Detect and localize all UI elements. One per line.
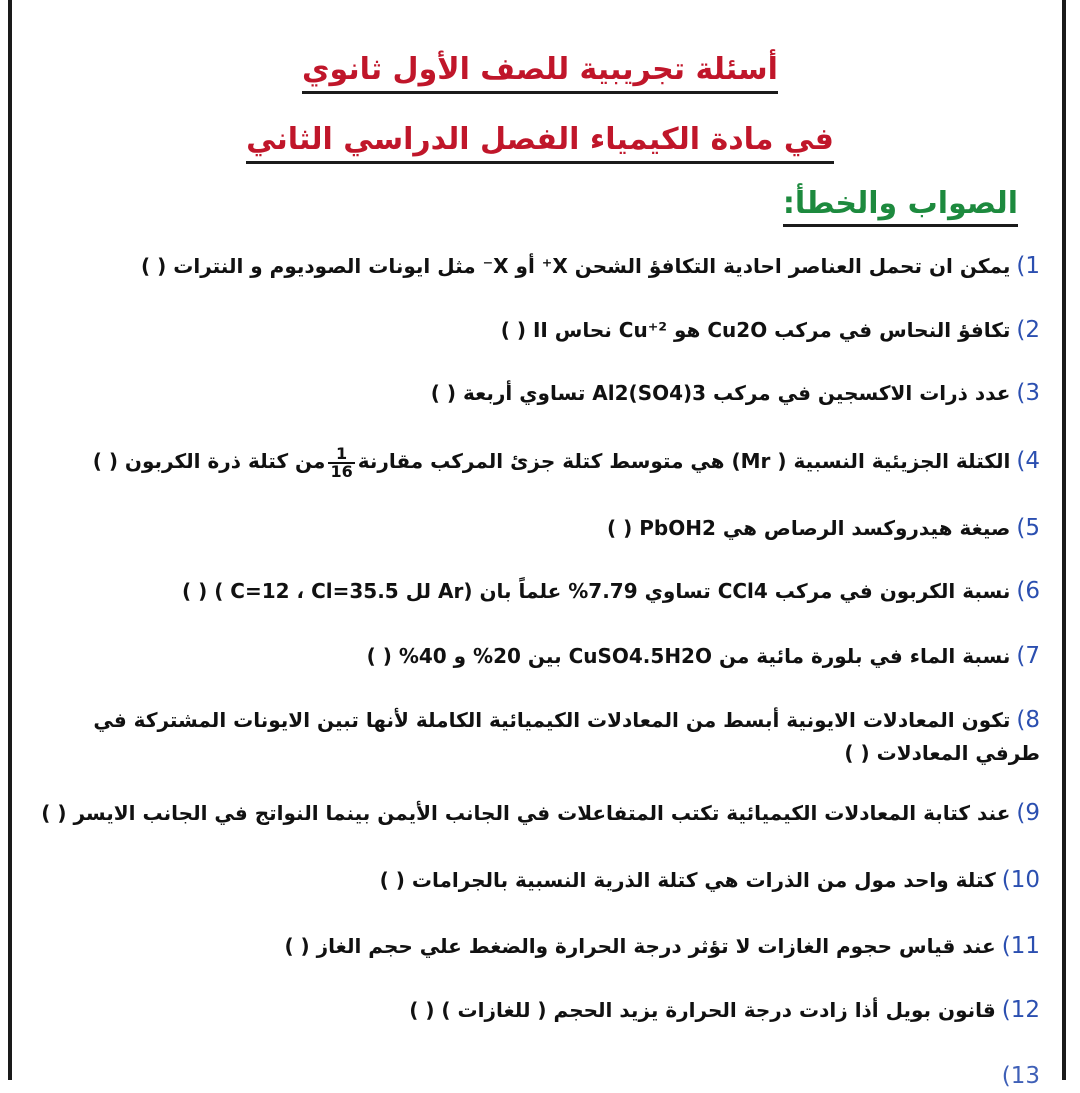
fraction	[328, 443, 354, 481]
section-heading-text: الصواب والخطأ:	[783, 186, 1018, 227]
question-number: 7)	[1016, 643, 1040, 669]
question-number: 6)	[1016, 578, 1040, 604]
question-text: عدد ذرات الاكسجين في مركب Al2(SO4)3 تساوي أربعة ( )	[430, 381, 1011, 405]
question-text: كتلة واحد مول من الذرات هي كتلة الذرية النسبية بالجرامات ( )	[379, 868, 996, 892]
question-item	[367, 640, 1040, 673]
document-subtitle-text: في مادة الكيمياء الفصل الدراسي الثاني	[246, 122, 834, 164]
question-number: 4)	[1016, 448, 1040, 474]
question-item	[30, 704, 1040, 770]
document-title-text: أسئلة تجريبية للصف الأول ثانوي	[302, 52, 778, 94]
question-text-before-fraction: الكتلة الجزيئية النسبية ( Mr) هي متوسط كتلة جزئ المركب مقارنة	[357, 449, 1011, 473]
question-text: عند كتابة المعادلات الكيميائية تكتب المتفاعلات في الجانب الأيمن بينما النواتج في الجانب الايسر ( )	[41, 801, 1011, 825]
question-text: نسبة الماء في بلورة مائية من CuSO4.5H2O بين 20% و 40% ( )	[366, 644, 1011, 668]
question-text: عند قياس حجوم الغازات لا تؤثر درجة الحرارة والضغط علي حجم الغاز ( )	[284, 934, 996, 958]
question-item	[141, 250, 1040, 283]
question-text-after-fraction: من كتلة ذرة الكربون ( )	[92, 449, 326, 473]
question-text: قانون بويل أذا زادت درجة الحرارة يزيد الحجم ( للغازات ) ( )	[409, 998, 996, 1022]
question-item	[93, 445, 1040, 480]
document-title	[0, 52, 1080, 87]
question-item	[501, 314, 1040, 347]
page-border-right	[1062, 0, 1066, 1080]
question-text: تكون المعادلات الايونية أبسط من المعادلات الكيميائية الكاملة لأنها تبين الايونات المشتركة في طرفي المعادلات ( )	[93, 708, 1040, 765]
question-number: 8)	[1016, 707, 1040, 733]
question-item	[182, 575, 1040, 608]
question-item	[380, 864, 1040, 897]
question-item	[41, 797, 1040, 830]
question-number: 10)	[1001, 867, 1040, 893]
question-number: 1)	[1016, 253, 1040, 279]
question-number: 3)	[1016, 380, 1040, 406]
question-item	[409, 994, 1040, 1027]
section-heading	[783, 186, 1018, 221]
question-item	[607, 512, 1040, 545]
question-text: صيغة هيدروكسد الرصاص هي PbOH2 ( )	[607, 516, 1011, 540]
question-number: 13)	[1001, 1063, 1040, 1089]
question-number: 12)	[1001, 997, 1040, 1023]
question-text: يمكن ان تحمل العناصر احادية التكافؤ الشحن X⁺ أو X⁻ مثل ايونات الصوديوم و النترات ( )	[141, 254, 1011, 278]
question-item	[284, 930, 1040, 963]
question-text: تكافؤ النحاس في مركب Cu2O هو Cu⁺² نحاس II ( )	[500, 318, 1011, 342]
question-text: نسبة الكربون في مركب CCl4 تساوي 7.79% علماً بان (Ar لل C=12 ، Cl=35.5 ) ( )	[181, 579, 1011, 603]
question-number: 9)	[1016, 800, 1040, 826]
document-subtitle	[0, 122, 1080, 157]
fraction-denominator: 16	[330, 461, 353, 481]
question-number: 2)	[1016, 317, 1040, 343]
question-item	[996, 1060, 1040, 1093]
question-number: 5)	[1016, 515, 1040, 541]
question-item	[431, 377, 1040, 410]
page-border-left	[8, 0, 12, 1080]
question-number: 11)	[1001, 933, 1040, 959]
fraction-numerator: 1	[328, 446, 354, 464]
